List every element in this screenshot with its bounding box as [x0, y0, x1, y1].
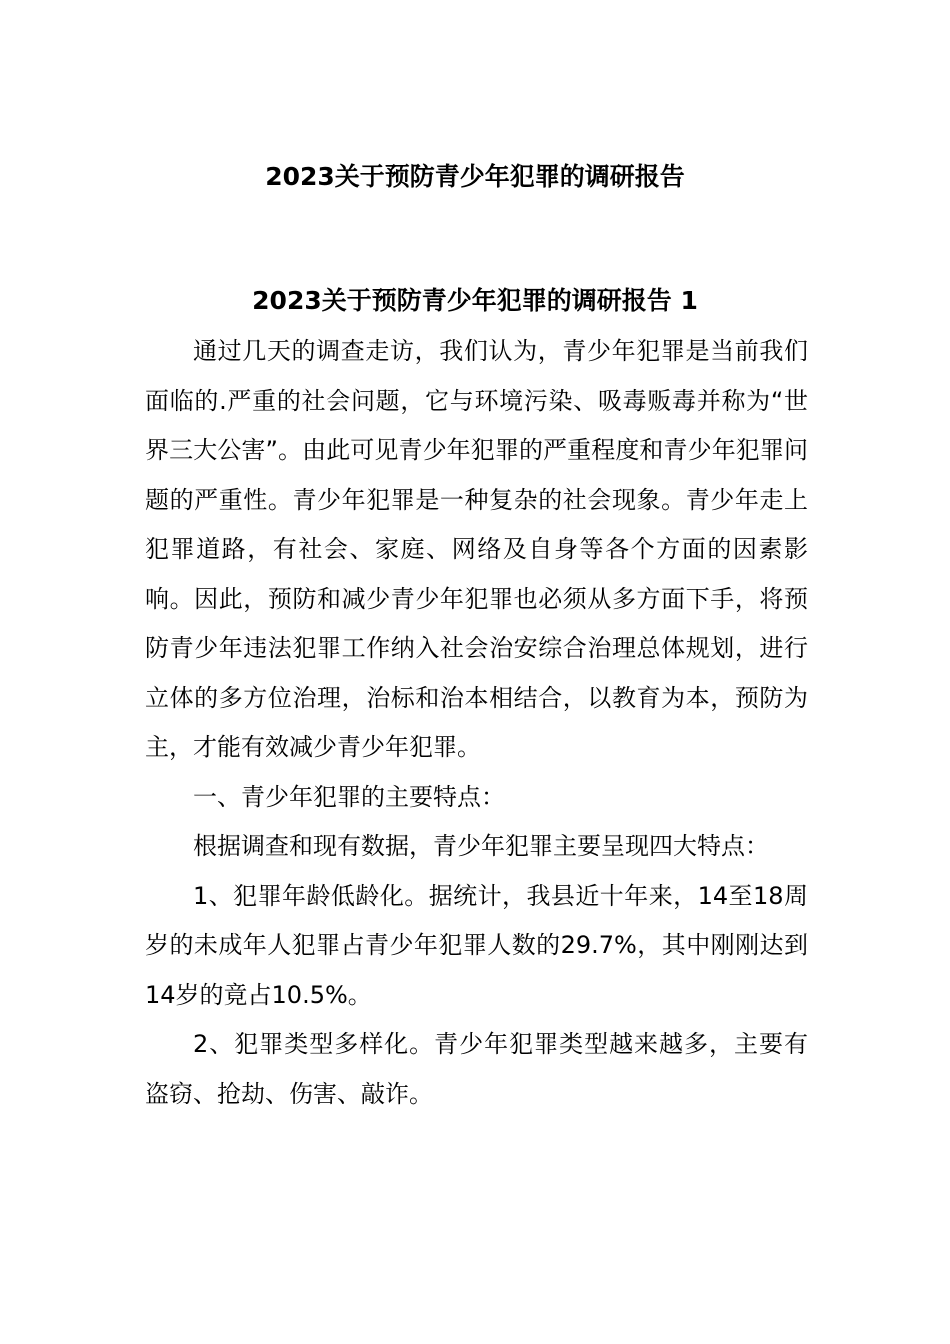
paragraph-characteristics-intro: 根据调查和现有数据，青少年犯罪主要呈现四大特点： — [193, 832, 769, 860]
paragraph-point-1: 1、犯罪年龄低龄化。据统计，我县近十年来，14至18周岁的未成年人犯罪占青少年犯罪人数的29.7%，其中刚刚达到14岁的竟占10.5%。 — [145, 881, 808, 1009]
document-body — [145, 327, 808, 1119]
paragraph-intro: 通过几天的调查走访，我们认为，青少年犯罪是当前我们面临的.严重的社会问题，它与环境污染、吸毒贩毒并称为“世界三大公害”。由此可见青少年犯罪的严重程度和青少年犯罪问题的严重性。青少年犯罪是一种复杂的社会现象。青少年走上犯罪道路，有社会、家庭、网络及自身等各个方面的因素影响。因此，预防和减少青少年犯罪也必须从多方面下手，将预防青少年违法犯罪工作纳入社会治安综合治理总体规划，进行立体的多方位治理，治标和治本相结合，以教育为本，预防为主，才能有效减少青少年犯罪。 — [145, 337, 808, 761]
document-title: 2023关于预防青少年犯罪的调研报告 — [265, 162, 685, 191]
section-title: 2023关于预防青少年犯罪的调研报告 1 — [252, 286, 698, 315]
heading-main-characteristics: 一、青少年犯罪的主要特点： — [193, 782, 505, 811]
paragraph-point-2: 2、犯罪类型多样化。青少年犯罪类型越来越多，主要有盗窃、抢劫、伤害、敲诈。 — [145, 1030, 808, 1108]
